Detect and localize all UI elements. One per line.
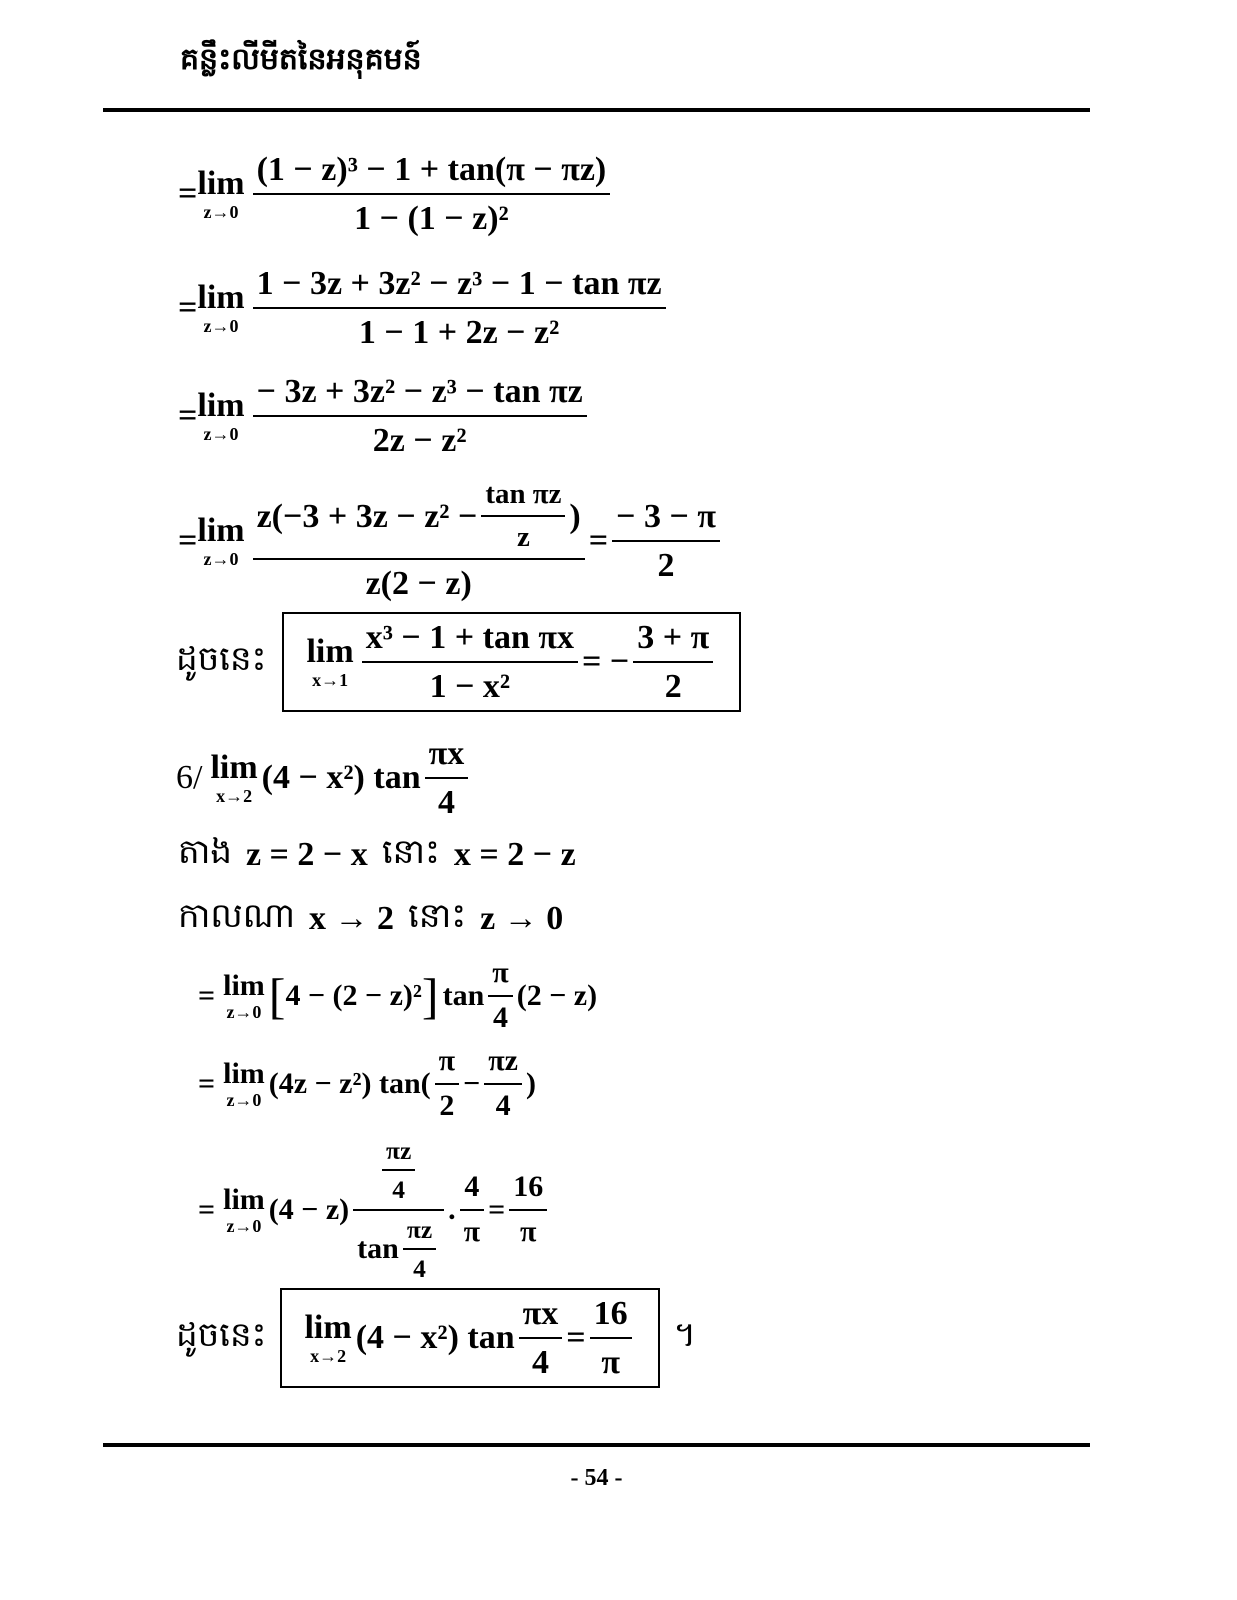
limit-operator [304,1311,351,1365]
lim-subscript: x→1 [312,670,349,691]
result-box [282,612,741,712]
denominator [353,1211,444,1284]
equals-sign: = [198,978,216,1012]
inner-fraction [403,1215,436,1284]
let-label: តាង [178,832,232,872]
numerator: x³ − 1 + tan πx [365,619,575,656]
derivation-step-3 [178,372,591,460]
limit-operator [223,1056,265,1110]
then-label: នោះ [408,896,467,936]
equals-negative: = − [582,643,630,681]
limit-operator [210,751,257,805]
inner-fraction [382,1136,415,1205]
fraction [488,956,512,1035]
left-bracket: [ [268,967,286,1024]
limit-operator [223,1182,265,1236]
multiply-dot: . [448,1192,456,1226]
numerator [253,478,585,558]
denominator: 2 [657,546,675,584]
lim-text: lim [223,1056,265,1090]
minus-sign: − [463,1066,481,1100]
substitution-line [178,830,576,880]
denominator: 4 [437,784,455,822]
end-mark: ។ [673,1315,697,1356]
lim-text: lim [197,279,245,317]
numerator [374,1136,423,1209]
equals-sign: = [178,289,198,327]
lim-text: lim [223,1182,265,1216]
inner-denominator: z [516,521,530,554]
inner-fraction [481,478,565,554]
substitution: z = 2 − x [245,836,368,873]
expression: (4z − z²) tan( [268,1066,431,1100]
when-label: កាលណា [178,896,296,936]
limit-operator [197,167,244,221]
numerator: (1 − z)³ − 1 + tan(π − πz) [256,151,607,188]
substitution-result: x = 2 − z [453,836,576,873]
expression: (4 − x²) tan [355,1319,515,1357]
lim-subscript: z→0 [203,202,239,223]
fraction [362,618,578,706]
denominator: 4 [492,1000,508,1034]
inner-numerator: tan πz [485,478,562,510]
compound-fraction [353,1136,444,1283]
fraction [253,478,585,604]
numerator: 16 [593,1295,628,1332]
fraction [484,1044,522,1123]
denominator: 2 [439,1088,455,1122]
numerator: πz [488,1044,518,1077]
denominator: 2 [664,668,682,706]
limit-operator [306,635,353,689]
limit-condition-result: z → 0 [480,900,564,937]
lim-text: lim [210,749,258,787]
therefore-label: ដូចនេះ [176,639,267,680]
conclusion-6 [176,1288,696,1388]
denominator: π [519,1214,537,1248]
limit-operator [197,511,245,569]
problem-number: 6/ [176,759,203,797]
header-rule [103,108,1090,112]
therefore-label: ដូចនេះ [176,1315,267,1356]
derivation-step-2 [178,264,670,352]
fraction [253,264,666,352]
numerator: πx [428,735,465,772]
expression: (2 − z) [516,978,598,1012]
derivation-step-1 [178,150,614,238]
numerator: πx [522,1295,559,1332]
expression: (4 − z) [268,1192,350,1226]
fraction [253,150,611,238]
numerator: − 3 − π [616,497,716,535]
numerator: π [492,956,509,989]
lim-subscript: z→0 [226,1001,262,1022]
lim-subscript: z→0 [226,1215,262,1236]
lim-subscript: x→2 [310,1346,347,1367]
right-bracket: ] [421,967,439,1024]
numerator-suffix: ) [569,497,581,535]
denominator: 4 [531,1344,549,1382]
denominator: 2z − z² [372,422,467,460]
equals-sign: = [178,175,198,213]
equals-sign: = [178,397,198,435]
numerator: 16 [513,1170,544,1204]
numerator: π [438,1044,456,1077]
denominator: z(2 − z) [365,565,472,603]
bracket-expression: 4 − (2 − z)² [285,978,422,1012]
denominator: π [463,1214,481,1248]
numerator: 3 + π [637,619,710,656]
problem-6-step-b [198,1044,536,1123]
fraction [519,1294,563,1382]
problem-6-step-c [198,1136,551,1283]
lim-text: lim [197,165,245,203]
denominator: 1 − (1 − z)² [354,200,509,238]
inner-denominator: 4 [413,1253,426,1283]
lim-text: lim [223,968,265,1002]
then-label: នោះ [381,832,440,872]
denominator: 1 − x² [429,668,511,706]
equals-sign: = [178,521,198,559]
limit-transfer-line [178,894,563,944]
lim-text: lim [197,387,245,425]
lim-subscript: z→0 [203,424,239,445]
equals-sign: = [588,521,609,559]
closing-paren: ) [525,1066,536,1100]
denominator: 4 [495,1088,511,1122]
equals-sign: = [198,1192,216,1226]
expression: (4 − x²) tan [261,759,421,797]
numerator: 4 [464,1170,480,1204]
inner-denominator: 4 [392,1175,406,1205]
result-box [280,1288,659,1388]
lim-subscript: z→0 [203,548,239,569]
derivation-step-4 [178,478,724,604]
numerator-prefix: z(−3 + 3z − z² − [256,497,478,535]
limit-operator [197,281,244,335]
tan-text: tan [357,1231,399,1265]
inner-numerator: πz [406,1214,433,1244]
conclusion-5 [176,612,741,712]
footer-rule [103,1443,1090,1447]
lim-text: lim [197,511,245,549]
tan-text: tan [442,978,485,1012]
equals-sign: = [488,1192,506,1226]
result-fraction [612,497,720,585]
denominator: 1 − 1 + 2z − z² [358,314,560,352]
lim-text: lim [304,1309,352,1347]
limit-operator [197,389,244,443]
inner-numerator: πz [386,1136,412,1165]
equals-sign: = [566,1319,586,1357]
lim-subscript: x→2 [216,786,253,807]
page-number: - 54 - [570,1465,623,1491]
lim-text: lim [306,633,354,671]
result-fraction [509,1170,547,1249]
limit-operator [223,968,265,1022]
denominator: π [601,1344,620,1382]
problem-6-step-a [198,956,597,1035]
fraction [253,372,587,460]
result-fraction [633,618,713,706]
lim-subscript: z→0 [203,316,239,337]
equals-sign: = [198,1066,216,1100]
numerator: 1 − 3z + 3z² − z³ − 1 − tan πz [256,265,662,302]
fraction [425,734,469,822]
page-header-title: គន្លឹះលីមីតនៃអនុគមន៍ [180,42,422,77]
result-fraction [590,1294,632,1382]
numerator: − 3z + 3z² − z³ − tan πz [256,373,583,410]
problem-6-statement [176,734,472,822]
fraction [460,1170,484,1249]
lim-subscript: z→0 [226,1089,262,1110]
limit-condition: x → 2 [309,900,395,937]
fraction [435,1044,459,1123]
